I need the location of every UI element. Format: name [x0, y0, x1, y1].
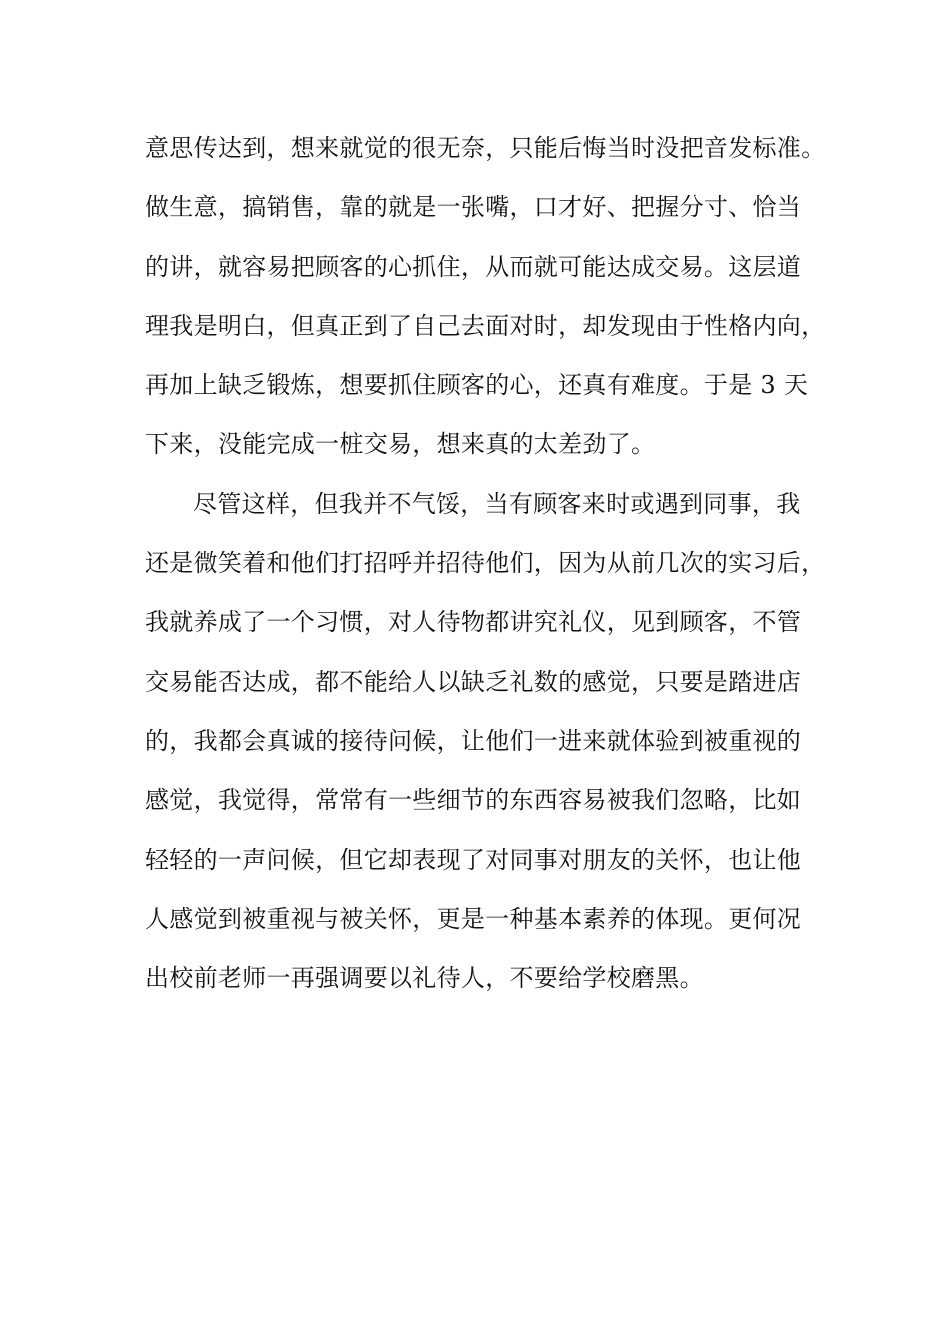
text-line: 下来，没能完成一桩交易，想来真的太差劲了。: [145, 430, 656, 459]
text-line: 交易能否达成，都不能给人以缺乏礼数的感觉，只要是踏进店: [145, 667, 802, 696]
text-line: 意思传达到，想来就觉的很无奈，只能后悔当时没把音发标准。: [145, 134, 826, 162]
text-line: 再加上缺乏锻炼，想要抓住顾客的心，还真有难度。于是 3 天: [145, 371, 809, 400]
text-line: 人感觉到被重视与被关怀，更是一种基本素养的体现。更何况: [145, 904, 802, 933]
text-line: 做生意，搞销售，靠的就是一张嘴，口才好、把握分寸、恰当: [145, 193, 802, 222]
text-line: 还是微笑着和他们打招呼并招待他们，因为从前几次的实习后，: [145, 549, 826, 578]
text-line: 的，我都会真诚的接待问候，让他们一进来就体验到被重视的: [145, 726, 802, 755]
text-line: 理我是明白，但真正到了自己去面对时，却发现由于性格内向，: [145, 311, 826, 340]
text-line: 我就养成了一个习惯，对人待物都讲究礼仪，见到顾客，不管: [145, 608, 802, 637]
text-line: 轻轻的一声问候，但它却表现了对同事对朋友的关怀，也让他: [145, 845, 802, 874]
text-line: 出校前老师一再强调要以礼待人，不要给学校磨黑。: [145, 964, 704, 993]
paragraph-start-line: 尽管这样，但我并不气馁，当有顾客来时或遇到同事，我: [193, 489, 801, 518]
text-line: 的讲，就容易把顾客的心抓住，从而就可能达成交易。这层道: [145, 252, 802, 281]
text-line: 感觉，我觉得，常常有一些细节的东西容易被我们忽略，比如: [145, 786, 802, 815]
body-text: [145, 128, 845, 1017]
